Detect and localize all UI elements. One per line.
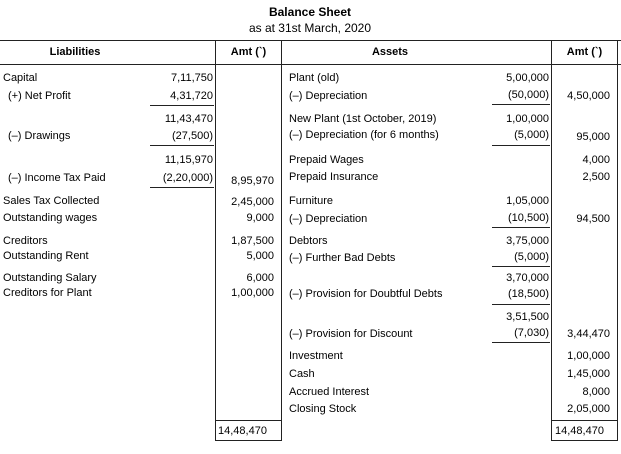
asset-inner: (50,000) [508, 89, 549, 101]
subtotal-rule [492, 145, 550, 146]
asset-label: Closing Stock [289, 403, 357, 415]
header-amt-left: Amt (`) [230, 46, 267, 58]
liab-label: (–) Income Tax Paid [8, 172, 106, 184]
liab-label: Capital [3, 72, 38, 84]
asset-amt: 95,000 [576, 131, 610, 143]
asset-inner: (10,500) [508, 212, 549, 224]
total-rule-right-top [551, 420, 618, 421]
subtotal-rule [492, 266, 550, 267]
asset-amt: 2,500 [582, 171, 610, 183]
liab-inner: 11,15,970 [164, 154, 213, 166]
liab-label: Creditors for Plant [3, 287, 92, 299]
asset-inner: (7,030) [514, 327, 549, 339]
asset-amt: 4,000 [582, 154, 610, 166]
asset-label: Debtors [289, 235, 328, 247]
asset-inner: (18,500) [508, 288, 549, 300]
asset-amt: 2,05,000 [567, 403, 610, 415]
total-rule-left-top [215, 420, 282, 421]
liab-label: Sales Tax Collected [3, 195, 100, 207]
asset-label: (–) Provision for Discount [289, 328, 413, 340]
liab-amt: 1,00,000 [231, 287, 274, 299]
asset-label: Furniture [289, 195, 334, 207]
asset-amt: 1,45,000 [567, 368, 610, 380]
liab-label: (–) Drawings [8, 130, 71, 142]
total-rule-left-bottom [215, 440, 282, 441]
subtotal-rule [150, 145, 214, 146]
asset-amt: 1,00,000 [567, 350, 610, 362]
asset-label: Prepaid Wages [289, 154, 364, 166]
asset-label: Prepaid Insurance [289, 171, 379, 183]
total-left: 14,48,470 [218, 425, 267, 437]
liab-amt: 6,000 [246, 272, 274, 284]
asset-amt: 8,000 [582, 386, 610, 398]
asset-inner: 1,00,000 [506, 113, 549, 125]
header-top-rule [0, 40, 621, 41]
liab-inner: 4,31,720 [170, 90, 213, 102]
asset-label: Cash [289, 368, 315, 380]
asset-label: Accrued Interest [289, 386, 370, 398]
asset-label: (–) Further Bad Debts [289, 252, 396, 264]
header-liabilities: Liabilities [49, 46, 101, 58]
asset-label: (–) Provision for Doubtful Debts [289, 288, 443, 300]
sheet-subtitle: as at 31st March, 2020 [248, 21, 372, 35]
asset-label: (–) Depreciation (for 6 months) [289, 129, 439, 141]
asset-inner: 5,00,000 [506, 72, 549, 84]
header-bottom-rule [0, 64, 621, 65]
liab-label: Outstanding wages [3, 212, 98, 224]
asset-label: New Plant (1st October, 2019) [289, 113, 437, 125]
asset-inner: (5,000) [514, 251, 549, 263]
asset-inner: 3,70,000 [506, 272, 549, 284]
liab-label: Outstanding Rent [3, 250, 89, 262]
liab-label: Creditors [3, 235, 48, 247]
liab-amt: 1,87,500 [231, 235, 274, 247]
subtotal-rule [492, 227, 550, 228]
divider-right-edge [617, 40, 618, 440]
header-amt-right: Amt (`) [566, 46, 603, 58]
asset-inner: (5,000) [514, 129, 549, 141]
liab-amt: 5,000 [246, 250, 274, 262]
asset-inner: 3,51,500 [506, 311, 549, 323]
liab-inner: 7,11,750 [170, 72, 213, 84]
asset-label: (–) Depreciation [289, 90, 368, 102]
liab-amt: 8,95,970 [231, 175, 274, 187]
asset-inner: 3,75,000 [506, 235, 549, 247]
liab-inner: 11,43,470 [164, 113, 213, 125]
total-right: 14,48,470 [555, 425, 604, 437]
liab-amt: 2,45,000 [231, 196, 274, 208]
subtotal-rule [492, 104, 550, 105]
liab-inner: (2,20,000) [162, 172, 213, 184]
asset-amt: 4,50,000 [567, 90, 610, 102]
total-rule-right-bottom [551, 440, 618, 441]
subtotal-rule [150, 105, 214, 106]
divider-center [281, 40, 282, 440]
asset-label: (–) Depreciation [289, 213, 368, 225]
asset-amt: 94,500 [576, 213, 610, 225]
liab-label: (+) Net Profit [8, 90, 71, 102]
header-assets: Assets [371, 46, 409, 58]
subtotal-rule [492, 304, 550, 305]
liab-inner: (27,500) [172, 130, 213, 142]
sheet-title: Balance Sheet [268, 5, 352, 19]
asset-amt: 3,44,470 [567, 328, 610, 340]
liab-amt: 9,000 [246, 212, 274, 224]
subtotal-rule [150, 187, 214, 188]
asset-label: Plant (old) [289, 72, 340, 84]
liab-label: Outstanding Salary [3, 272, 97, 284]
asset-inner: 1,05,000 [506, 195, 549, 207]
subtotal-rule [492, 342, 550, 343]
asset-label: Investment [289, 350, 343, 362]
